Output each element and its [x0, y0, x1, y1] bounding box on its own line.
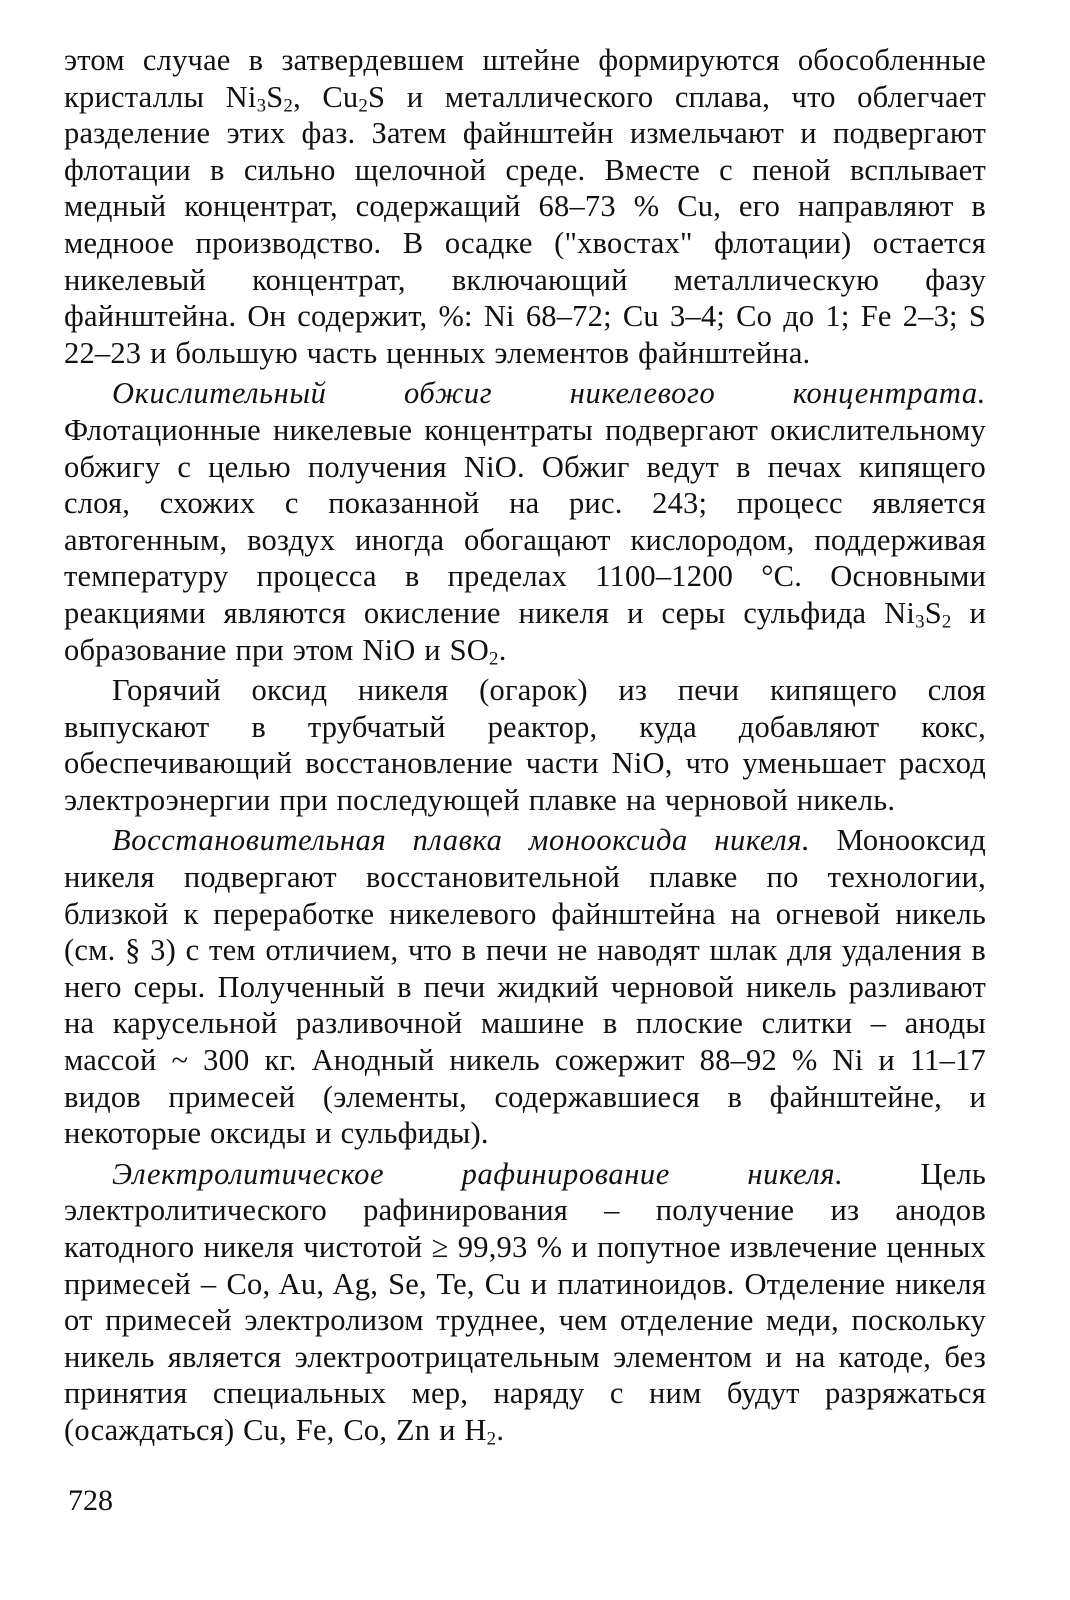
paragraph-1	[64, 42, 986, 371]
subscript: 3	[256, 95, 267, 117]
page-body	[64, 42, 986, 1453]
subscript: 2	[283, 95, 294, 117]
paragraph-hot-oxide	[64, 672, 986, 818]
paragraph-text: .	[496, 1412, 505, 1447]
page-number: 728	[68, 1484, 113, 1517]
paragraph-text: этом случае в затвердевшем штейне формируются обособленные кристаллы Ni	[64, 43, 986, 114]
paragraph-text: .	[498, 632, 507, 667]
paragraph-reduction-smelting	[64, 822, 986, 1151]
subscript: 2	[941, 611, 952, 633]
paragraph-text: Цель электролитического рафинирования – получение из анодов катодного никеля чистотой ≥ 99,93 % и попутное извлечение ценных примесей – Co, Au, Ag, Se, Te, Cu и платиноидов. Отделение никеля от примесей электролизом труднее, чем отделение меди, поскольку никель является электроотрицательным элементом и на катоде, без принятия специальных мер, наряду с ним будут разряжаться (осаждаться) Cu, Fe, Co, Zn и H	[64, 1156, 986, 1447]
paragraph-text: S и металлического сплава, что облегчает разделение этих фаз. Затем файнштейн измельчают и подвергают флотации в сильно щелочной среде. Вместе с пеной всплывает медный концентрат, содержащий 68–73 % Cu, его направляют в медноое производство. В осадке ("хвостах" флотации) остается никелевый концентрат, включающий металлическую фазу файнштейна. Он содержит, %: Ni 68–72; Cu 3–4; Co до 1; Fe 2–3; S 22–23 и большую часть ценных элементов файнштейна.	[64, 79, 986, 370]
paragraph-electrolytic-refining	[64, 1156, 986, 1449]
paragraph-oxidizing-roasting	[64, 375, 986, 668]
paragraph-text: и образование при этом NiO и SO	[64, 595, 986, 667]
section-heading: Электролитическое рафинирование никеля.	[112, 1156, 844, 1191]
paragraph-text: S	[924, 595, 942, 630]
subscript: 2	[489, 648, 499, 670]
paragraph-text: , Cu	[293, 79, 359, 114]
subscript: 2	[358, 95, 369, 117]
subscript: 3	[915, 611, 925, 633]
section-heading: Восстановительная плавка монооксида никеля.	[112, 823, 811, 858]
paragraph-text: Флотационные никелевые концентраты подвергают окислительному обжигу с целью получения NiO. Обжиг ведут в печах кипящего слоя, схожих с показанной на рис. 243; процесс является автогенным, воздух иногда обогащают кислородом, поддерживая температуру процесса в пределах 1100–1200 °С. Основными реакциями являются окисление никеля и серы сульфида Ni	[64, 412, 986, 630]
paragraph-text: Горячий оксид никеля (огарок) из печи кипящего слоя выпускают в трубчатый реактор, куда добавляют кокс, обеспечивающий восстановление части NiO, что уменьшает расход электроэнергии при последующей плавке на черновой никель.	[64, 673, 986, 817]
paragraph-text: Монооксид никеля подвергают восстановительной плавке по технологии, близкой к переработке никелевого файнштейна на огневой никель (см. § 3) с тем отличием, что в печи не наводят шлак для удаления в него серы. Полученный в печи жидкий черновой никель разливают на карусельной разливочной машине в плоские слитки – аноды массой ~ 300 кг. Анодный никель сожержит 88–92 % Ni и 11–17 видов примесей (элементы, содержавшиеся в файнштейне, и некоторые оксиды и сульфиды).	[64, 823, 986, 1151]
paragraph-text: S	[266, 79, 284, 114]
subscript: 2	[486, 1428, 497, 1450]
section-heading: Окислительный обжиг никелевого концентрата.	[112, 376, 986, 411]
